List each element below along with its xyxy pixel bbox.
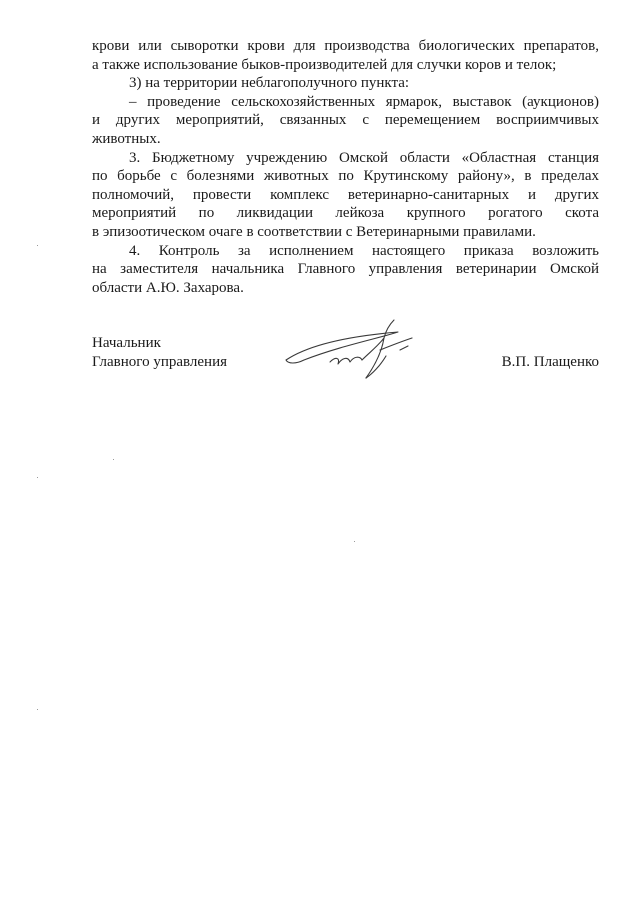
body-line: а также использование быков-производителей для случки коров и телок;	[92, 56, 557, 73]
document-body	[92, 37, 599, 297]
body-line: 3) на территории неблагополучного пункта:	[129, 75, 410, 92]
body-line: крови или сыворотки крови для производства биологических препаратов,	[92, 38, 599, 54]
body-line: – проведение сельскохозяйственных ярмарок, выставок (аукционов)	[129, 93, 599, 110]
body-line: 3. Бюджетному учреждению Омской области «Областная станция	[129, 149, 599, 166]
scan-artifact	[37, 245, 38, 246]
body-line: и других мероприятий, связанных с перемещением восприимчивых	[92, 112, 599, 129]
body-line: по борьбе с болезнями животных по Крутинскому району», в пределах	[92, 168, 599, 185]
signatory-position-line: Начальник	[92, 335, 161, 351]
scan-artifact	[113, 459, 114, 460]
scan-artifact	[37, 709, 38, 710]
scan-artifact	[37, 477, 38, 478]
body-line: животных.	[92, 130, 161, 147]
scan-artifact	[354, 541, 355, 542]
body-line: полномочий, провести комплекс ветеринарно-санитарных и других	[92, 186, 599, 203]
body-line: на заместителя начальника Главного управления ветеринарии Омской	[92, 261, 599, 278]
signatory-position-line: Главного управления	[92, 353, 227, 370]
body-line: 4. Контроль за исполнением настоящего приказа возложить	[129, 242, 599, 259]
signatory-position	[92, 334, 227, 371]
body-line: мероприятий по ликвидации лейкоза крупного рогатого скота	[92, 205, 599, 222]
signatory-name: В.П. Плащенко	[501, 353, 599, 370]
body-line: в эпизоотическом очаге в соответствии с Ветеринарными правилами.	[92, 223, 536, 240]
body-line: области А.Ю. Захарова.	[92, 279, 244, 296]
handwritten-signature	[280, 316, 440, 388]
